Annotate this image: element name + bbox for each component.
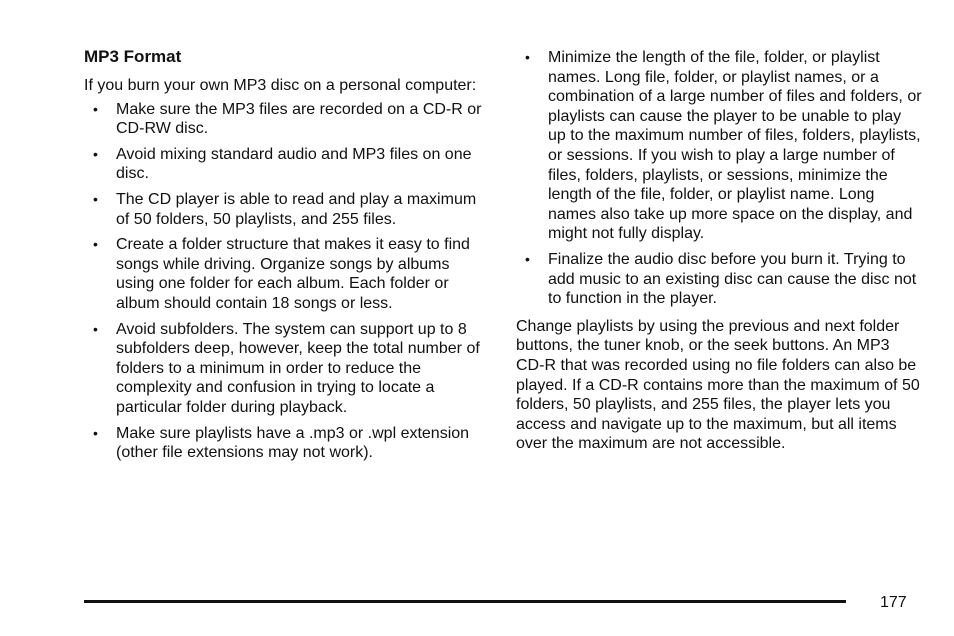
list-item bbox=[84, 424, 488, 463]
list-item-text: Make sure the MP3 files are recorded on a CD-R or CD-RW disc. bbox=[116, 100, 482, 138]
bullet-icon: • bbox=[93, 236, 98, 253]
closing-paragraph: Change playlists by using the previous and next folder buttons, the tuner knob, or the seek buttons. An MP3 CD-R that was recorded using no file folders can also be played. If a CD-R contains more than the maximum of 50 folders, 50 playlists, and 255 files, the player lets you access and navigate up to the maximum, but all items over the maximum are not accessible. bbox=[516, 317, 920, 453]
list-item bbox=[516, 48, 922, 244]
bullet-icon: • bbox=[93, 190, 98, 207]
list-item-text: Create a folder structure that makes it easy to find songs while driving. Organize songs by albums using one folder for each album. Each folder or album should contain 18 songs or less. bbox=[116, 236, 470, 312]
list-item bbox=[84, 235, 488, 313]
list-item-text: Make sure playlists have a .mp3 or .wpl extension (other file extensions may not work). bbox=[116, 424, 470, 462]
intro-paragraph: If you burn your own MP3 disc on a personal computer: bbox=[84, 77, 477, 94]
bullet-icon: • bbox=[93, 424, 98, 441]
list-item bbox=[516, 250, 922, 309]
bullet-icon: • bbox=[525, 49, 530, 65]
page-number: 177 bbox=[880, 594, 907, 611]
list-item bbox=[84, 190, 488, 229]
right-bullet-list bbox=[516, 48, 922, 309]
section-heading: MP3 Format bbox=[84, 47, 182, 66]
bullet-icon: • bbox=[93, 145, 98, 162]
bullet-icon: • bbox=[93, 100, 98, 117]
list-item bbox=[84, 320, 488, 418]
left-bullet-list bbox=[84, 100, 488, 463]
bullet-icon: • bbox=[93, 320, 98, 337]
list-item-text: Minimize the length of the file, folder, or playlist names. Long file, folder, or playlist names, or a combination of a large number of files and folders, or playlists can cause the player to be unable to play up to the maximum number of files, folders, playlists, or sessions. If you wish to play a large number of files, folders, playlists, or sessions, minimize the length of the file, folder, or playlist name. Long names also take up more space on the display, and might not fully display. bbox=[548, 49, 922, 243]
bullet-icon: • bbox=[525, 250, 530, 267]
right-column bbox=[516, 48, 922, 454]
left-column bbox=[84, 46, 488, 469]
list-item bbox=[84, 145, 488, 184]
list-item-text: Avoid mixing standard audio and MP3 files on one disc. bbox=[116, 145, 472, 183]
list-item bbox=[84, 100, 488, 139]
list-item-text: The CD player is able to read and play a maximum of 50 folders, 50 playlists, and 255 files. bbox=[116, 190, 477, 228]
list-item-text: Finalize the audio disc before you burn it. Trying to add music to an existing disc can cause the disc not to function in the player. bbox=[548, 250, 917, 308]
footer-rule bbox=[84, 600, 846, 603]
list-item-text: Avoid subfolders. The system can support up to 8 subfolders deep, however, keep the total number of folders to a minimum in order to reduce the complexity and confusion in trying to locate a particular folder during playback. bbox=[116, 320, 480, 416]
